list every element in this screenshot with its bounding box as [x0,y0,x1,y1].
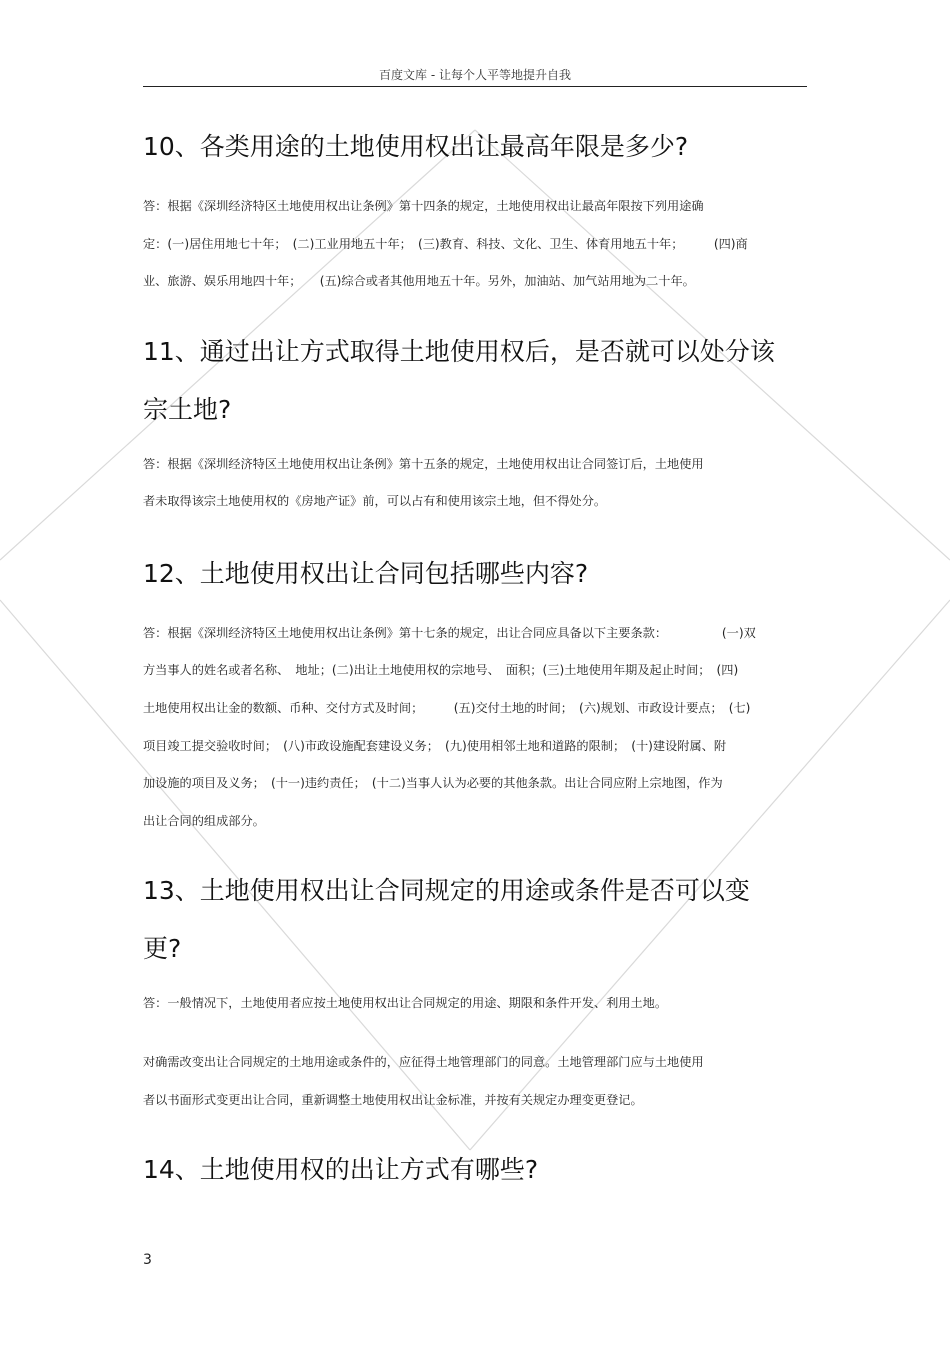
page-header: 百度文库 - 让每个人平等地提升自我 [379,68,571,82]
answer-12-line-2: 方当事人的姓名或者名称、 地址；(二)出让土地使用权的宗地号、 面积；(三)土地使用年期及起止时间； (四) [143,663,739,677]
answer-13-line-3: 者以书面形式变更出让合同，重新调整土地使用权出让金标准，并按有关规定办理变更登记。 [143,1093,643,1107]
answer-10-line-3: 业、旅游、娱乐用地四十年； (五)综合或者其他用地五十年。另外，加油站、加气站用地为二十年。 [143,274,695,288]
answer-13-line-1: 答：一般情况下，土地使用者应按土地使用权出让合同规定的用途、期限和条件开发、利用土地。 [143,996,668,1010]
answer-12-line-4: 项目竣工提交验收时间； (八)市政设施配套建设义务； (九)使用相邻土地和道路的限制； (十)建设附属、附 [143,739,727,753]
answer-11-line-1: 答：根据《深圳经济特区土地使用权出让条例》第十五条的规定，土地使用权出让合同签订后，土地使用 [143,457,704,471]
answer-10-line-2: 定：(一)居住用地七十年； (二)工业用地五十年； (三)教育、科技、文化、卫生、体育用地五十年； (四)商 [143,237,748,251]
question-10-title: 10、各类用途的土地使用权出让最高年限是多少? [143,132,689,161]
page-number: 3 [143,1252,152,1268]
question-13-title: 13、土地使用权出让合同规定的用途或条件是否可以变更? [143,876,750,963]
answer-11-line-2: 者未取得该宗土地使用权的《房地产证》前，可以占有和使用该宗土地，但不得处分。 [143,494,607,508]
header-divider [143,86,807,87]
question-11-title: 11、通过出让方式取得土地使用权后，是否就可以处分该宗土地? [143,337,775,424]
answer-13-line-2: 对确需改变出让合同规定的土地用途或条件的，应征得土地管理部门的同意。土地管理部门应与土地使用 [143,1055,704,1069]
answer-12-line-5: 加设施的项目及义务； (十一)违约责任； (十二)当事人认为必要的其他条款。出让合同应附上宗地图，作为 [143,776,723,790]
question-14-title: 14、土地使用权的出让方式有哪些? [143,1155,539,1184]
answer-12-line-3: 土地使用权出让金的数额、币种、交付方式及时间； (五)交付土地的时间； (六)规划、市政设计要点； (七) [143,701,751,715]
answer-12-line-1: 答：根据《深圳经济特区土地使用权出让条例》第十七条的规定，出让合同应具备以下主要条款： (一)双 [143,626,756,640]
question-12-title: 12、土地使用权出让合同包括哪些内容? [143,559,589,588]
answer-10-line-1: 答：根据《深圳经济特区土地使用权出让条例》第十四条的规定，土地使用权出让最高年限按下列用途确 [143,199,704,213]
answer-12-line-6: 出让合同的组成部分。 [143,814,265,828]
